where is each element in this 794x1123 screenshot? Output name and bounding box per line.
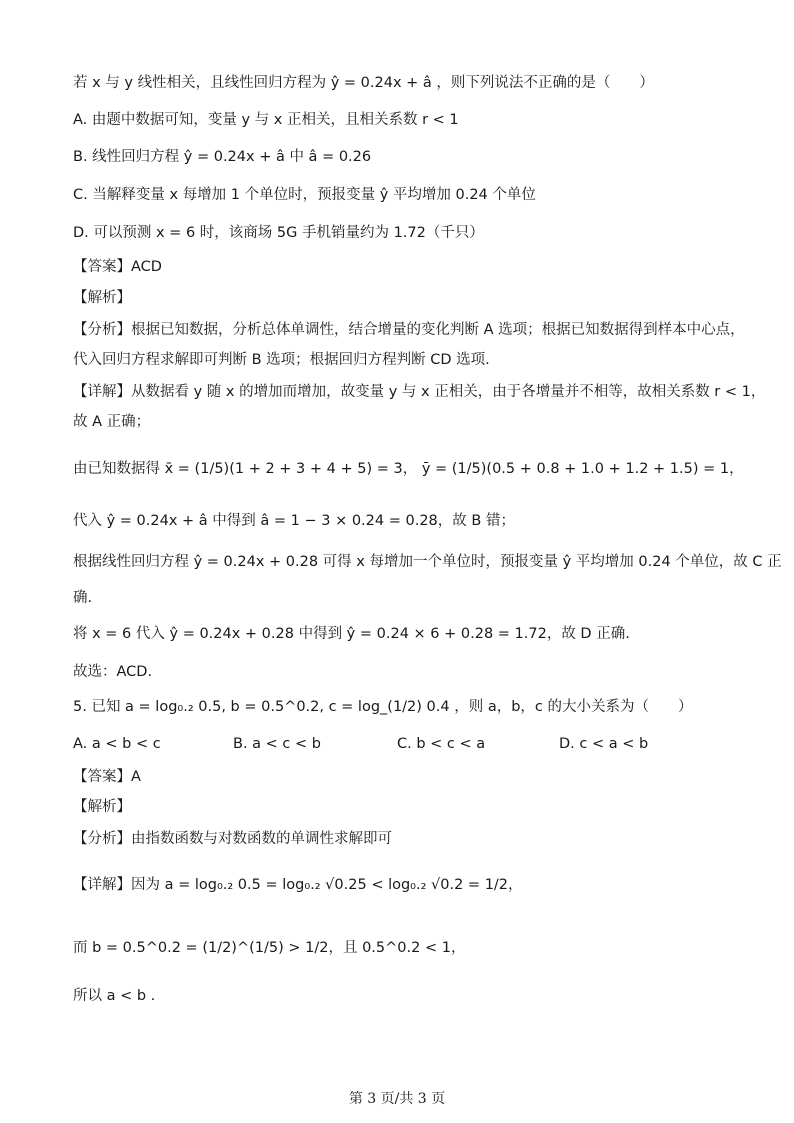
analysis-fenxi-line-2: 代入回归方程求解即可判断 B 选项；根据回归方程判断 CD 选项.	[73, 352, 490, 368]
question-stem: 若 x 与 y 线性相关，且线性回归方程为 ŷ = 0.24x + â ，则下列说法不正确的是（ ）	[73, 75, 654, 91]
c-explanation-line-2: 确.	[73, 590, 93, 606]
answer-label: 【答案】ACD	[73, 259, 162, 275]
q5-option-b: B. a < c < b	[233, 736, 321, 752]
analysis-label: 【解析】	[73, 290, 131, 306]
option-a: A. 由题中数据可知，变量 y 与 x 正相关，且相关系数 r < 1	[73, 112, 459, 128]
page-footer: 第 3 页/共 3 页	[348, 1091, 446, 1107]
xiangjie-line-2: 故 A 正确；	[73, 414, 151, 430]
conclusion5: 所以 a < b .	[73, 988, 156, 1004]
xiangjie5-line-1: 【详解】因为 a = log₀.₂ 0.5 = log₀.₂ √0.25 < log₀.₂ √0.2 = 1/2，	[73, 877, 523, 893]
analysis-fenxi-line-1: 【分析】根据已知数据，分析总体单调性，结合增量的变化判断 A 选项；根据已知数据得到样本中心点，	[73, 322, 745, 338]
xiangjie-line-1: 【详解】从数据看 y 随 x 的增加而增加，故变量 y 与 x 正相关，由于各增量并不相等，故相关系数 r < 1，	[73, 384, 766, 400]
analysis5-label: 【解析】	[73, 799, 131, 815]
d-explanation-line: 将 x = 6 代入 ŷ = 0.24x + 0.28 中得到 ŷ = 0.24 × 6 + 0.28 = 1.72，故 D 正确.	[73, 626, 630, 642]
xiangjie5-line-2: 而 b = 0.5^0.2 = (1/2)^(1/5) > 1/2，且 0.5^0.2 < 1，	[73, 940, 466, 956]
option-b: B. 线性回归方程 ŷ = 0.24x + â 中 â = 0.26	[73, 149, 372, 165]
c-explanation-line-1: 根据线性回归方程 ŷ = 0.24x + 0.28 可得 x 每增加一个单位时，预报变量 ŷ 平均增加 0.24 个单位，故 C 正	[73, 554, 782, 570]
option-c: C. 当解释变量 x 每增加 1 个单位时，预报变量 ŷ 平均增加 0.24 个单位	[73, 187, 536, 203]
q5-option-a: A. a < b < c	[73, 736, 161, 752]
q5-option-c: C. b < c < a	[397, 736, 486, 752]
option-d: D. 可以预测 x = 6 时，该商场 5G 手机销量约为 1.72（千只）	[73, 225, 484, 241]
mean-calculation: 由已知数据得 x̄ = (1/5)(1 + 2 + 3 + 4 + 5) = 3， ȳ = (1/5)(0.5 + 0.8 + 1.0 + 1.2 + 1.5) = 1，	[73, 461, 744, 477]
question-5-stem: 5. 已知 a = log₀.₂ 0.5, b = 0.5^0.2, c = log_(1/2) 0.4 ，则 a，b，c 的大小关系为（ ）	[73, 699, 693, 715]
final-choice: 故选：ACD.	[73, 664, 153, 680]
analysis5-fenxi: 【分析】由指数函数与对数函数的单调性求解即可	[73, 831, 392, 847]
q5-option-d: D. c < a < b	[559, 736, 649, 752]
substitution-line: 代入 ŷ = 0.24x + â 中得到 â = 1 − 3 × 0.24 = 0.28，故 B 错；	[73, 513, 515, 529]
answer5-label: 【答案】A	[73, 769, 141, 785]
